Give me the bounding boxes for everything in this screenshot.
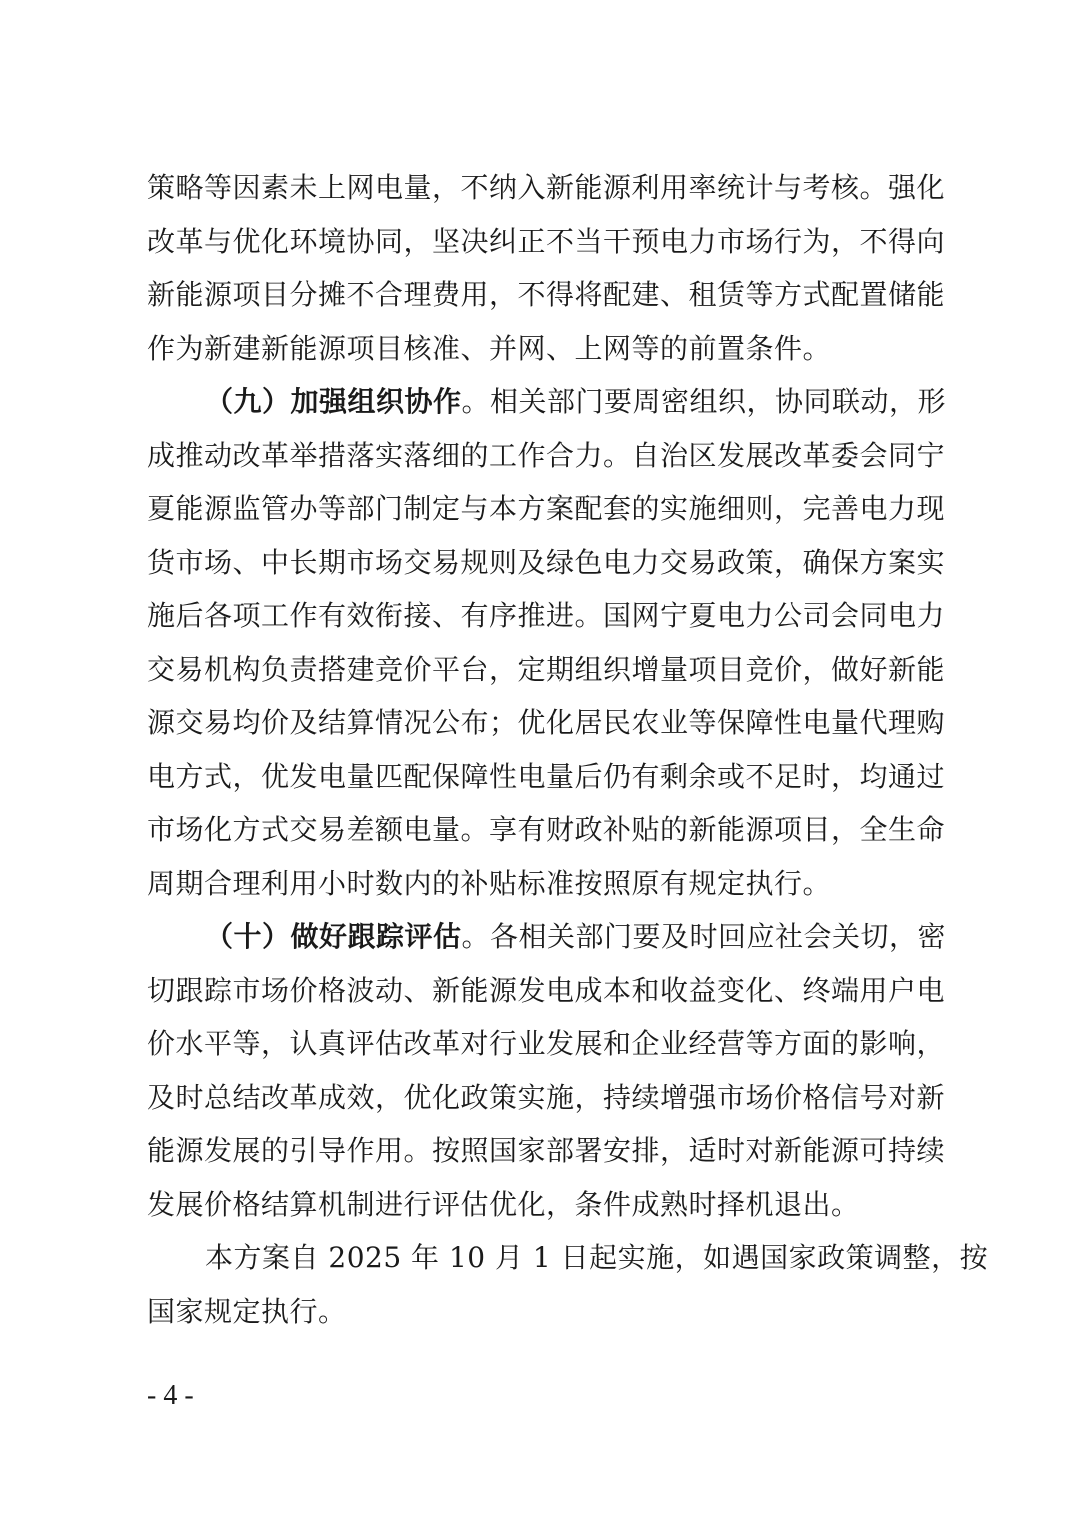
section-9-heading: （九）加强组织协作 (205, 385, 462, 418)
section-9-first-line-text: 。相关部门要周密组织，协同联动，形 (461, 385, 947, 418)
text-line: 策略等因素未上网电量，不纳入新能源利用率统计与考核。强化 (147, 171, 946, 204)
page-number: - 4 - (147, 1380, 194, 1411)
text-line: 源交易均价及结算情况公布；优化居民农业等保障性电量代理购 (147, 706, 946, 739)
text-line: 电方式，优发电量匹配保障性电量后仍有剩余或不足时，均通过 (147, 759, 946, 793)
text-line: 能源发展的引导作用。按照国家部署安排，适时对新能源可持续 (147, 1134, 946, 1167)
document-body (147, 161, 989, 1338)
text-line: 施后各项工作有效衔接、有序推进。国网宁夏电力公司会同电力 (147, 599, 946, 632)
text-line: 及时总结改革成效，优化政策实施，持续增强市场价格信号对新 (147, 1080, 946, 1114)
section-10-heading: （十）做好跟踪评估 (205, 920, 462, 953)
text-line: 周期合理利用小时数内的补贴标准按照原有规定执行。 (147, 866, 832, 900)
text-line: 成推动改革举措落实落细的工作合力。自治区发展改革委会同宁 (147, 438, 946, 472)
text-line: 切跟踪市场价格波动、新能源发电成本和收益变化、终端用户电 (147, 973, 946, 1007)
text-line: 作为新建新能源项目核准、并网、上网等的前置条件。 (147, 331, 832, 365)
closing-last-line: 国家规定执行。 (147, 1294, 347, 1328)
section-9-first-line (147, 375, 945, 429)
text-line: 货市场、中长期市场交易规则及绿色电力交易政策，确保方案实 (147, 545, 946, 579)
section-10-first-line-text: 。各相关部门要及时回应社会关切，密 (461, 920, 947, 953)
section-10-first-line (147, 910, 945, 964)
text-line: 价水平等，认真评估改革对行业发展和企业经营等方面的影响， (147, 1027, 946, 1060)
text-line: 新能源项目分摊不合理费用，不得将配建、租赁等方式配置储能 (147, 278, 946, 311)
text-line: 发展价格结算机制进行评估优化，条件成熟时择机退出。 (147, 1187, 860, 1221)
text-line: 改革与优化环境协同，坚决纠正不当干预电力市场行为，不得向 (147, 224, 946, 258)
text-line: 交易机构负责搭建竞价平台，定期组织增量项目竞价，做好新能 (147, 652, 946, 686)
closing-first-line: 本方案自 2025 年 10 月 1 日起实施，如遇国家政策调整，按 (205, 1241, 989, 1274)
text-line: 市场化方式交易差额电量。享有财政补贴的新能源项目，全生命 (147, 813, 946, 846)
text-line: 夏能源监管办等部门制定与本方案配套的实施细则，完善电力现 (147, 492, 946, 525)
